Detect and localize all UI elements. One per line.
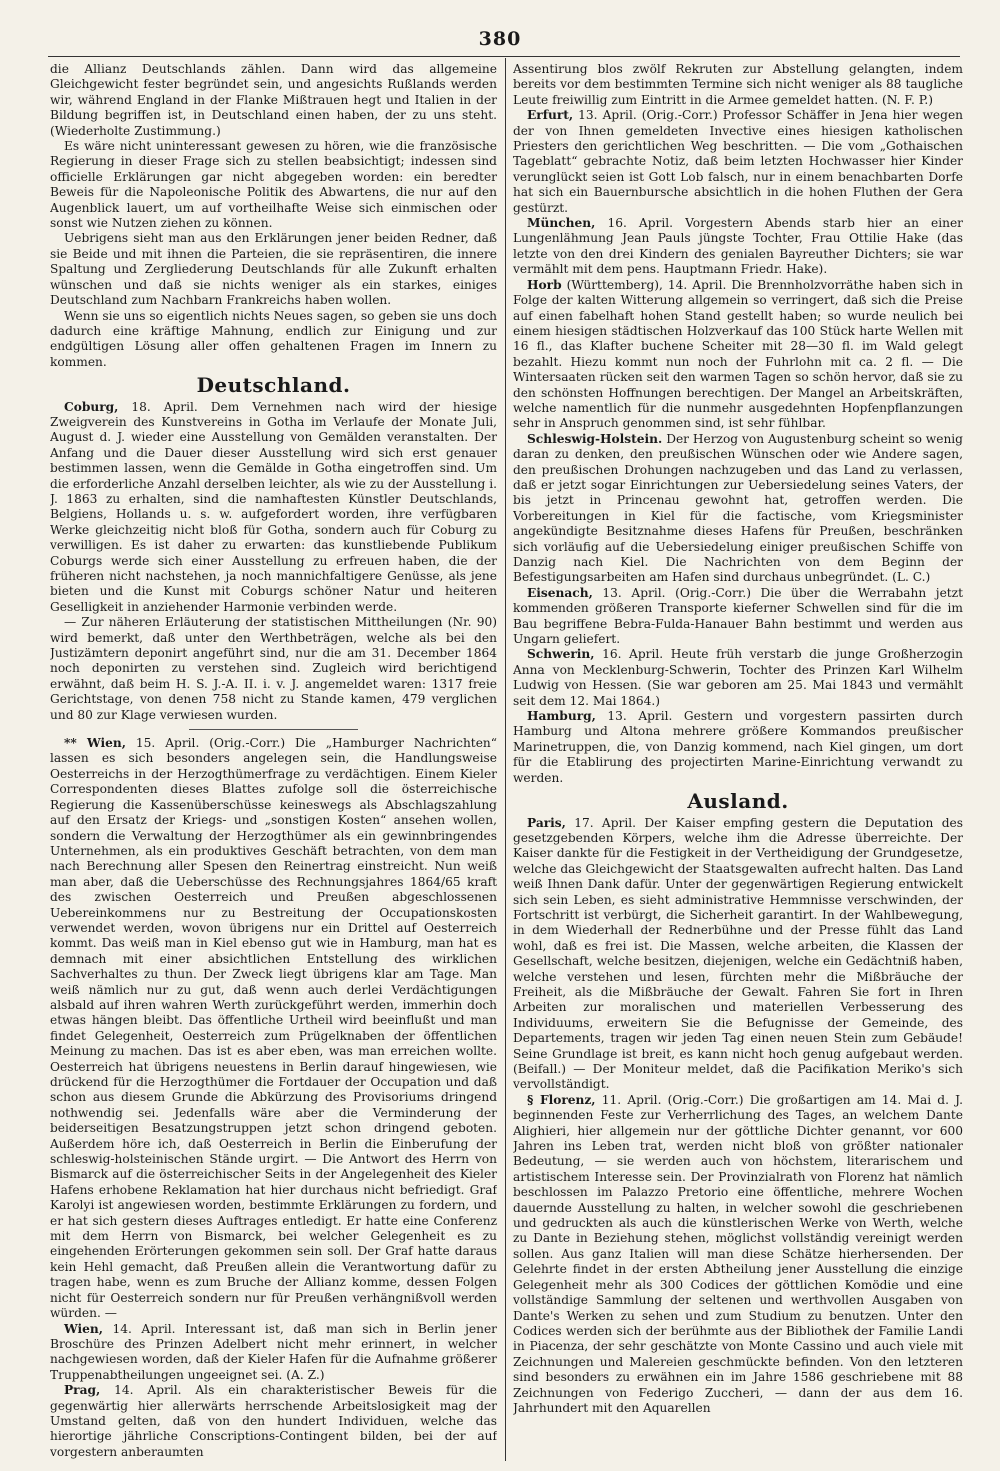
section-heading-deutschland: Deutschland. (196, 373, 351, 398)
article-text: Der Herzog von Augustenburg scheint so wenig daran zu denken, den preußischen Wünschen oder wie Andere sagen, den preußischen Drohungen nachzugeben und das Land zu verlassen, daß er jetzt sogar Einrichtungen zur Uebersiedelung seines Vaters, der bis jetzt in Princenau gewohnt hat, getroffen werden. Die Vorbereitungen in Kiel für die factische, vom Kriegsminister angekündigte Besitznahme dieses Hafens für Preußen, beschränken sich vorläufig auf die Uebersiedelung einiger preußischen Schiffe von Danzig nach Kiel. Die Nachrichten von dem Beginn der Befestigungsarbeiten am Hafen sind durchaus unbegründet. (L. C.) (513, 431, 963, 585)
article-hamburg (513, 709, 963, 786)
top-rule (48, 56, 960, 57)
article-text: 14. April. Interessant ist, daß man sich in Berlin jener Broschüre des Prinzen Adelbert nicht mehr erinnert, in welcher nachgewiesen worden, daß der Kieler Hafen für die Aufnahme größerer Truppenabtheilungen ungeeignet sei. (A. Z.) (50, 1321, 497, 1382)
article-horb (513, 278, 963, 432)
right-column (513, 62, 963, 1461)
article-schleswig-holstein (513, 432, 963, 586)
column-divider (505, 58, 506, 1461)
paragraph: — Zur näheren Erläuterung der statistischen Mittheilungen (Nr. 90) wird bemerkt, daß unter den Werthbeträgen, welche als bei den Justizämtern deponirt angeführt sind, nur die am 31. December 1864 noch deponirten zu verstehen sind. Zugleich wird berichtigend erwähnt, daß beim H. S. J.-A. II. i. v. J. angemeldet waren: 1317 freie Gerichtstage, von denen 758 nicht zu Stande kamen, 479 verglichen und 80 zur Klage verwiesen wurden. (50, 615, 497, 722)
article-text: 14. April. Als ein charakteristischer Beweis für die gegenwärtig hier allerwärts herrschende Arbeitslosigkeit mag der Umstand gelten, daß von den hundert Individuen, welche das hierortige jährliche Conscriptions-Contingent bilden, bei der auf vorgestern anberaumten (50, 1383, 497, 1459)
article-text: 11. April. (Orig.-Corr.) Die großartigen am 14. Mai d. J. beginnenden Feste zur Verherrlichung des Tages, an welchem Dante Alighieri, hier allgemein nur der göttliche Dichter genannt, vor 600 Jahren ins Leben trat, werden nicht bloß von größter nationaler Bedeutung, — sie werden auch von höchstem, literarischem und artistischem Interesse sein. Der Provinzialrath von Florenz hat nämlich beschlossen im Palazzo Pretorio eine öffentliche, mehrere Wochen dauernde Ausstellung zu halten, in welcher sowohl die geschriebenen und gedruckten als auch die künstlerischen Werke von Werth, welche zu Dante in Beziehung stehen, möglichst vollständig vereinigt werden sollen. Aus ganz Italien will man diese Schätze hierhersenden. Der Gelehrte findet in der ersten Abtheilung jener Ausstellung die einzige Gelegenheit mehr als 300 Codices der göttlichen Komödie und eine vollständige Sammlung der seltenen und werthvollen Ausgaben von Dante's Werken zu sehen und zum Studium zu benutzen. Unter den Codices werden sich der berühmte aus der Bibliothek der Familie Landi in Piacenza, der sehr geschätzte von Monte Cassino und auch viele mit Zeichnungen und Malereien geschmückte befinden. Von den letzteren sind besonders zu erwähnen ein im Jahre 1586 geschriebene mit 88 Zeichnungen von Federigo Zuccheri, — dann der aus dem 16. Jahrhundert mit den Aquarellen (513, 1092, 963, 1415)
dateline-place: ** Wien, (64, 736, 126, 751)
dateline-place: Paris, (527, 815, 566, 830)
article-prag (50, 1383, 497, 1460)
paragraph: Wenn sie uns so eigentlich nichts Neues sagen, so geben sie uns doch dadurch eine kräftige Mahnung, endlich zur Einigung und zur endgültigen Lösung aller offen gehaltenen Fragen im Innern zu kommen. (50, 308, 497, 369)
paragraph: Uebrigens sieht man aus den Erklärungen jener beiden Redner, daß sie Beide und mit ihnen die Parteien, die sie repräsentiren, die innere Spaltung und Zergliederung Deutschlands für alle Zukunft erhalten wünschen und daß sie nichts weniger als ein starkes, einiges Deutschland zum Nachbarn Frankreichs haben wollen. (50, 231, 497, 308)
dateline-place: Erfurt, (527, 108, 574, 123)
article-text: 16. April. Heute früh verstarb die junge Großherzogin Anna von Mecklenburg-Schwerin, Tochter des Prinzen Karl Wilhelm Ludwig von Hessen. (Sie war geboren am 25. Mai 1843 und vermählt seit dem 12. Mai 1864.) (513, 647, 963, 708)
dateline-place: Eisenach, (527, 585, 593, 600)
article-wien-1 (50, 736, 497, 1321)
article-erfurt (513, 108, 963, 216)
article-wien-2 (50, 1322, 497, 1384)
section-heading-ausland: Ausland. (687, 789, 789, 814)
article-separator (189, 729, 359, 730)
paragraph: die Allianz Deutschlands zählen. Dann wird das allgemeine Gleichgewicht fester begründet sein, und angesichts Rußlands werden wir, während England in der Flanke Mißtrauen hegt und Italien in der Bildung begriffen ist, in Deutschland einen haben, der zu uns steht. (Wiederholte Zustimmung.) (50, 62, 497, 138)
dateline-place: Schwerin, (527, 647, 595, 662)
dateline-place: Horb (527, 277, 562, 292)
article-text: 18. April. Dem Vernehmen nach wird der hiesige Zweigverein des Kunstvereins in Gotha im Verlaufe der Monate Juli, August d. J. wieder eine Ausstellung von Gemälden veranstalten. Der Anfang und die Dauer dieser Ausstellung wird sich erst genauer bestimmen lassen, wenn die Gemälde in Gotha eingetroffen sind. Um die erforderliche Anzahl derselben leichter, als wie zu der Ausstellung i. J. 1863 zu erhalten, sind die namhaftesten Künstler Deutschlands, Belgiens, Hollands u. s. w. aufgefordert worden, ihre verfügbaren Werke gleichzeitig nicht bloß für Gotha, sondern auch für Coburg zu verwilligen. Es ist daher zu erwarten: das kunstliebende Publikum Coburgs werde sich einer Ausstellung zu erfreuen haben, die der früheren nicht nachstehen, ja noch mannichfaltigere Genüsse, als jene bieten und die Kunst mit Coburgs schöner Natur und heiteren Geselligkeit in anziehender Harmonie verbinden werde. (50, 399, 497, 614)
article-text: 13. April. (Orig.-Corr.) Die über die Werrabahn jetzt kommenden größeren Transporte kieferner Schwellen sind für die im Bau begriffene Bebra-Fulda-Hanauer Bahn bestimmt und werden aus Ungarn geliefert. (513, 585, 963, 647)
article-text: 13. April. (Orig.-Corr.) Professor Schäffer in Jena hier wegen der von Ihnen gemeldeten Invective eines hiesigen katholischen Priesters den gerichtlichen Weg beschritten. — Die vom „Gothaischen Tageblatt“ gebrachte Notiz, daß beim letzten Hochwasser hier Kinder verunglückt seien ist Gott Lob falsch, nur in einem benachbarten Dorfe hat sich ein Bauernbursche absichtlich in die hohen Fluthen der Gera gestürzt. (513, 108, 963, 215)
dateline-place: München, (527, 216, 596, 231)
article-text: (Württemberg), 14. April. Die Brennholzvorräthe haben sich in Folge der kalten Witterung allgemein so verringert, daß sich die Preise auf einen fabelhaft hohen Stand gestellt haben; so wurde neulich bei einem hiesigen städtischen Holzverkauf das 100 Stück harte Wellen mit 16 fl., das Klafter buchene Scheiter mit 28—30 fl. im Wald gelegt bezahlt. Hiezu kommt nun noch der Fuhrlohn mit ca. 2 fl. — Die Wintersaaten rücken seit den warmen Tagen so schön hervor, daß sie zu den schönsten Hoffnungen berechtigen. Der Mangel an Arbeitskräften, welche namentlich für die nunmehr ausgedehnten Hopfenpflanzungen sehr in Anspruch genommen sind, ist sehr fühlbar. (513, 277, 963, 431)
dateline-place: Hamburg, (527, 709, 596, 724)
dateline-place: Wien, (64, 1321, 103, 1336)
article-text: 13. April. Gestern und vorgestern passirten durch Hamburg und Altona mehrere größere Kommandos preußischer Marinetruppen, die, von Danzig kommend, nach Kiel gingen, um dort für die Etablirung des projectirten Marine-Einrichtung verwandt zu werden. (513, 709, 963, 785)
dateline-place: § Florenz, (527, 1092, 596, 1107)
dateline-place: Prag, (64, 1383, 101, 1398)
paragraph: Es wäre nicht uninteressant gewesen zu hören, wie die französische Regierung in dieser Frage sich zu stellen beabsichtigt; indessen sind officielle Erklärungen gar nicht abgegeben worden: ein beredter Beweis für die Napoleonische Politik des Abwartens, die nur auf den Augenblick lauert, um auf vortheilhafte Weise sich einmischen oder sonst wie Nutzen ziehen zu können. (50, 139, 497, 231)
article-florenz (513, 1093, 963, 1417)
dateline-place: Coburg, (64, 399, 119, 414)
article-text: 16. April. Vorgestern Abends starb hier an einer Lungenlähmung Jean Pauls jüngste Tochter, Frau Ottilie Hake (das letzte von den drei Kindern des genialen Bayreuther Dichters; sie war vermählt mit dem pens. Hauptmann Friedr. Hake). (513, 216, 963, 277)
paragraph: Assentirung blos zwölf Rekruten zur Abstellung gelangten, indem bereits vor dem bestimmten Termine sich nicht weniger als 88 taugliche Leute freiwillig zum Eintritt in die Armee gemeldet hatten. (N. F. P.) (513, 62, 963, 107)
article-muenchen (513, 216, 963, 278)
article-text: 17. April. Der Kaiser empfing gestern die Deputation des gesetzgebenden Körpers, welche ihm die Adresse überreichte. Der Kaiser dankte für die Festigkeit in der Vertheidigung der Grundgesetze, welche das Gleichgewicht der Staatsgewalten aufrecht halten. Das Land weiß Ihnen Dank dafür. Unter der gegenwärtigen Regierung entwickelt sich sein Leben, es sieht administrative Hemmnisse verschwinden, der Fortschritt ist verbürgt, die Sicherheit garantirt. In der Wahlbewegung, in dem Wiederhall der Rednerbühne und der Presse fühlt das Land wohl, daß es frei ist. Die Massen, welche arbeiten, die Klassen der Gesellschaft, welche besitzen, diejenigen, welche ein Gedächtniß haben, welche verstehen und lesen, fürchten mehr die Mißbräuche der Freiheit, als die Mißbräuche der Gewalt. Fahren Sie fort in Ihren Arbeiten zur moralischen und materiellen Verbesserung des Individuums, erweitern Sie die Befugnisse der Gemeinde, des Departements, tragen wir jeden Tag einen neuen Stein zum Gebäude! Seine Grundlage ist breit, es kann nicht hoch genug aufgebaut werden. (Beifall.) — Der Moniteur meldet, daß die Pacifikation Meriko's sich vervollständigt. (513, 815, 963, 1092)
article-paris (513, 816, 963, 1093)
article-coburg (50, 400, 497, 616)
left-column (50, 62, 497, 1461)
article-text: 15. April. (Orig.-Corr.) Die „Hamburger Nachrichten“ lassen es sich besonders angelegen sein, die Handlungsweise Oesterreichs in der Herzogthümerfrage zu verdächtigen. Einem Kieler Correspondenten dieses Blattes zufolge soll die österreichische Regierung die Kassenüberschüsse keineswegs als Abschlagszahlung auf den Ersatz der Kriegs- und „sonstigen Kosten“ ansehen wollen, sondern die Verwaltung der Herzogthümer als ein gewinnbringendes Unternehmen, als ein produktives Geschäft betrachten, von dem man nach Berechnung aller Spesen den Reinertrag einstreicht. Nun weiß man aber, daß die Ueberschüsse des Rechnungsjahres 1864/65 kraft des zwischen Oesterreich und Preußen abgeschlossenen Uebereinkommens nur zu Bestreitung der Occupationskosten verwendet werden, wovon übrigens nur ein Drittel auf Oesterreich kommt. Das weiß man in Kiel ebenso gut wie in Hamburg, man hat es demnach mit einer absichtlichen Entstellung des wirklichen Sachverhaltes zu thun. Der Zweck liegt übrigens klar am Tage. Man weiß nämlich nur zu gut, daß wenn auch derlei Verdächtigungen alsbald auf ihren wahren Werth zurückgeführt werden, immerhin doch etwas hängen bleibt. Das öffentliche Urtheil wird beeinflußt und man findet Gelegenheit, Oesterreich zum Prügelknaben der öffentlichen Meinung zu machen. Das ist es aber eben, was man erreichen wollte. Oesterreich hat übrigens neuestens in Berlin darauf hingewiesen, wie drückend für die Herzogthümer die Fortdauer der Occupation und daß schon aus diesem Grunde die Abkürzung des Provisoriums dringend nothwendig sei. Jedenfalls wäre aber die Verminderung der beiderseitigen Besatzungstruppen jetzt schon dringend geboten. Außerdem höre ich, daß Oesterreich in Berlin die Einberufung der schleswig-holsteinischen Stände urgirt. — Die Antwort des Herrn von Bismarck auf die österreichischer Seits in der Angelegenheit des Kieler Hafens erhobene Reklamation hat hier durchaus nicht befriedigt. Graf Karolyi ist angewiesen worden, bestimmte Erklärungen zu fordern, und er hat sich gestern dieses Auftrages entledigt. Er hatte eine Conferenz mit dem Herrn von Bismarck, bei welcher Gelegenheit es zu eingehenden Erörterungen gekommen sein soll. Der Graf hatte daraus kein Hehl gemacht, daß Preußen allein die Verantwortung dafür zu tragen habe, wenn es zum Bruche der Allianz komme, dessen Folgen nicht für Oesterreich sondern nur für Preußen verhängnißvoll werden würden. — (50, 736, 497, 1321)
dateline-place: Schleswig-Holstein. (527, 431, 663, 446)
article-eisenach (513, 586, 963, 648)
page-number: 380 (478, 28, 522, 50)
article-schwerin (513, 647, 963, 709)
